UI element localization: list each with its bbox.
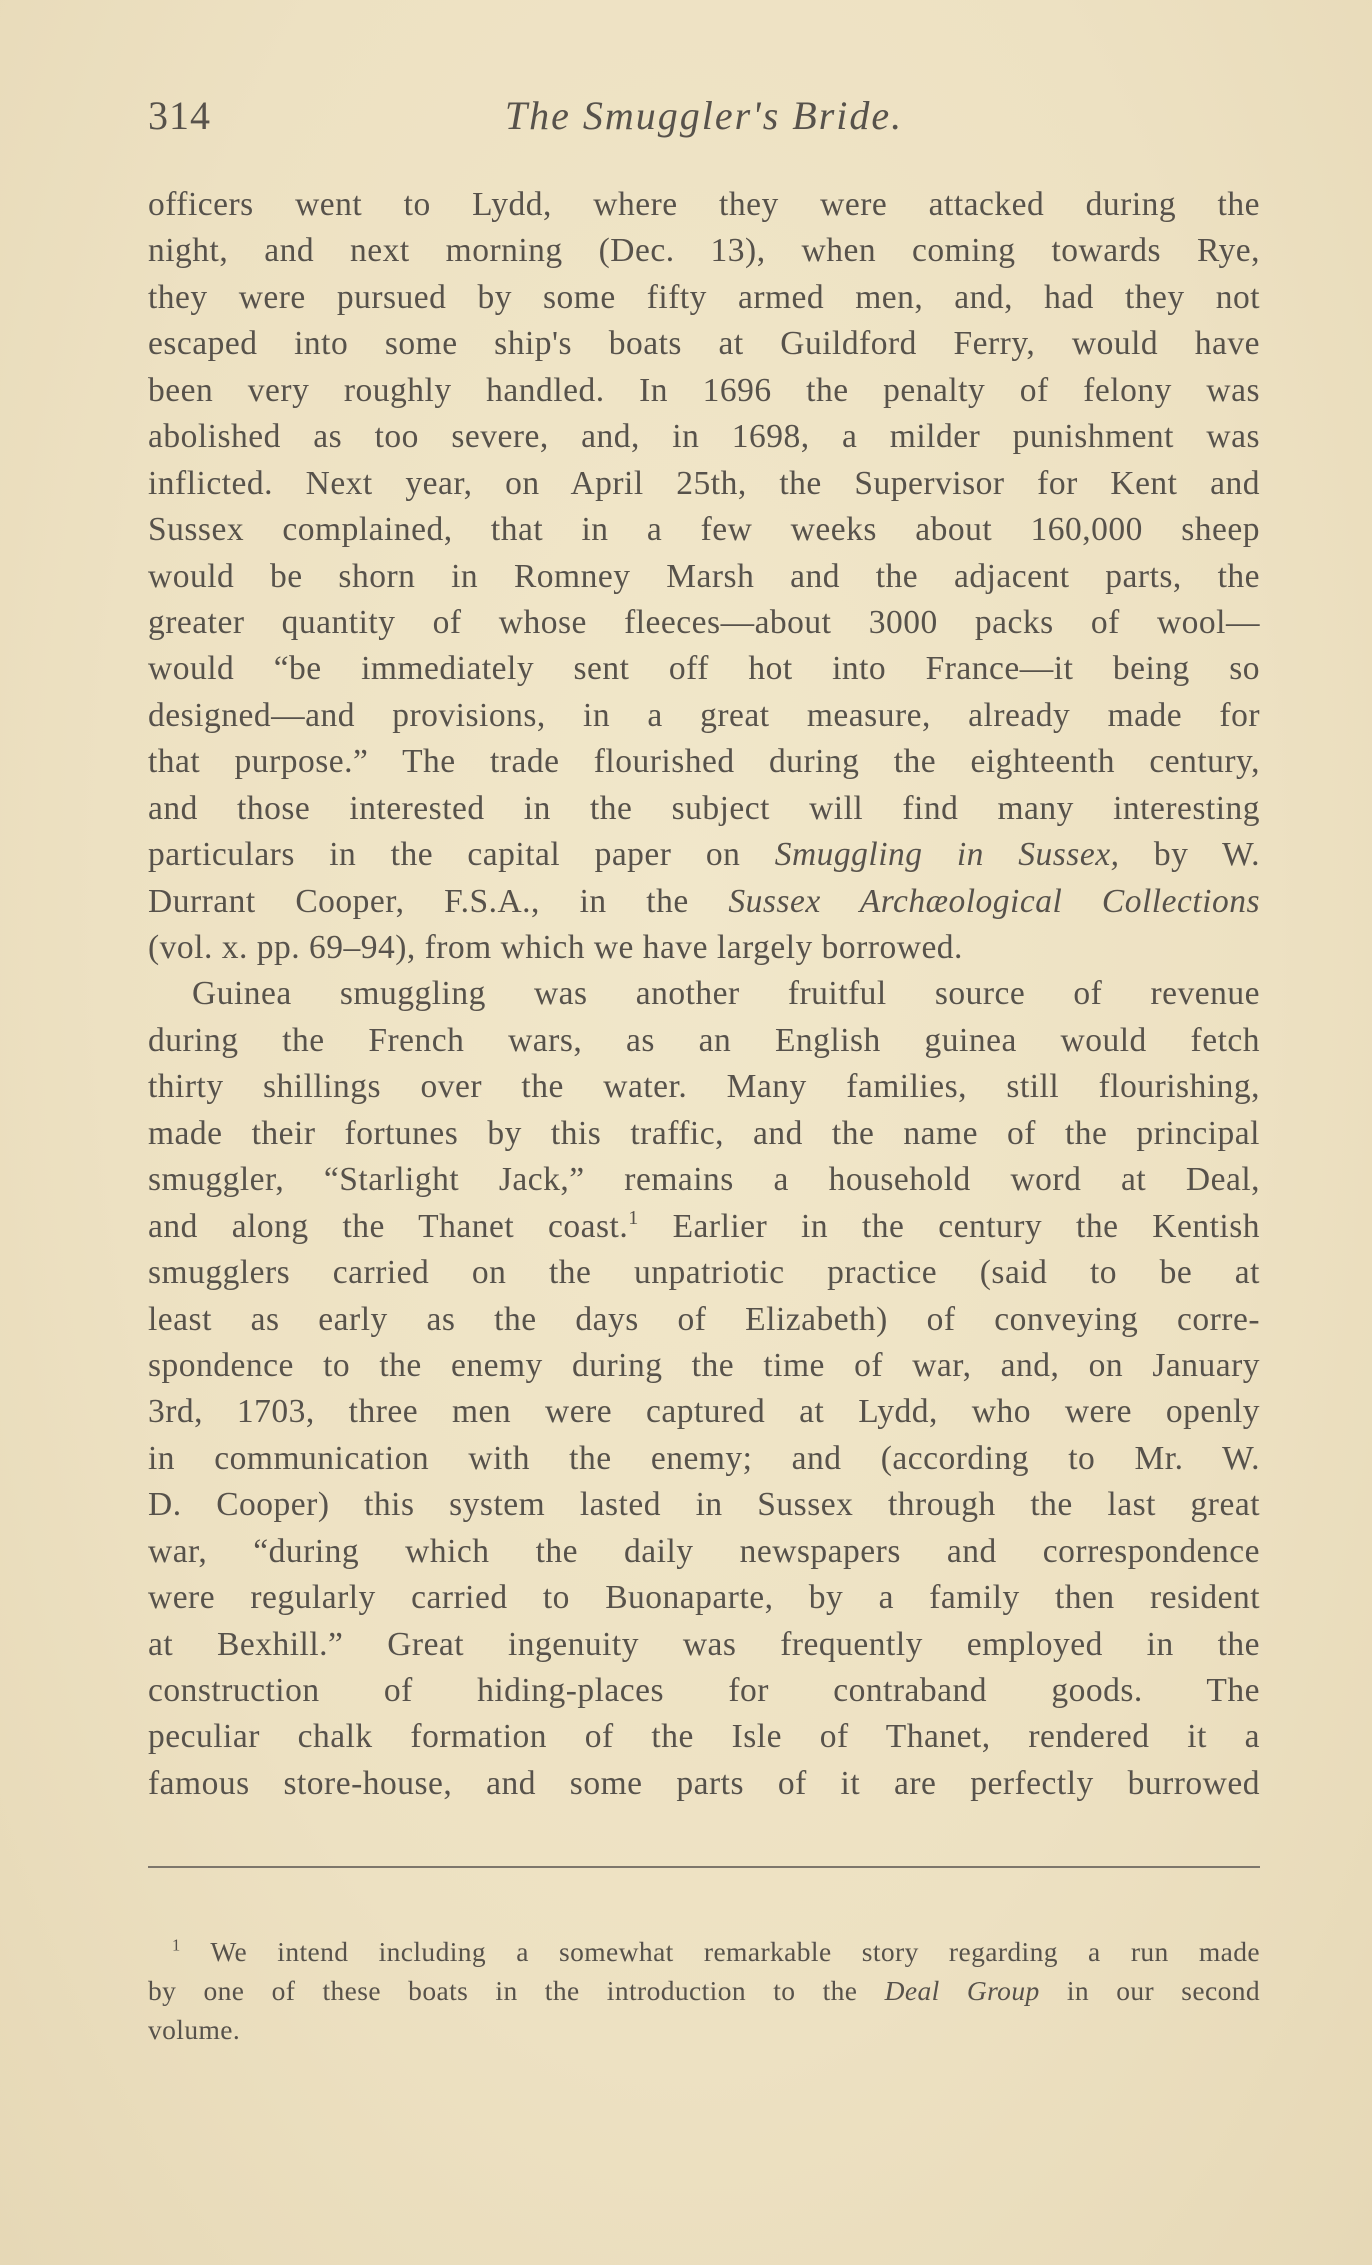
text-line: Sussex complained, that in a few weeks about 160,000 sheep bbox=[148, 511, 1260, 549]
text-line: night, and next morning (Dec. 13), when coming towards Rye, bbox=[148, 232, 1260, 270]
text-line: escaped into some ship's boats at Guildford Ferry, would have bbox=[148, 325, 1260, 363]
italic-title: Sussex Archæological Collections bbox=[728, 882, 1260, 920]
text-line: and those interested in the subject will find many interesting bbox=[148, 789, 1260, 827]
page-number: 314 bbox=[148, 93, 211, 138]
text-line bbox=[148, 832, 1260, 878]
text-run: We intend including a somewhat remarkable story regarding a run made bbox=[210, 1936, 1261, 1967]
text-line: designed—and provisions, in a great measure, already made for bbox=[148, 696, 1260, 734]
text-run: Earlier in the century the Kentish bbox=[672, 1207, 1260, 1245]
text-line: abolished as too severe, and, in 1698, a milder punishment was bbox=[148, 418, 1260, 456]
footnote-line: volume. bbox=[148, 2014, 241, 2045]
text-line: they were pursued by some fifty armed men, and, had they not bbox=[148, 278, 1260, 316]
text-line: in communication with the enemy; and (according to Mr. W. bbox=[148, 1439, 1260, 1477]
text-line: officers went to Lydd, where they were attacked during the bbox=[148, 186, 1260, 223]
text-line bbox=[148, 1204, 1260, 1250]
text-line: greater quantity of whose fleeces—about 3000 packs of wool— bbox=[148, 603, 1260, 641]
italic-title: Smuggling in Sussex, bbox=[774, 836, 1120, 874]
footnote-line bbox=[148, 1932, 1260, 1971]
footnote-line bbox=[148, 1971, 1260, 2010]
page-header bbox=[148, 92, 1260, 148]
text-run: in our second bbox=[1066, 1975, 1261, 2006]
footnote-divider bbox=[148, 1866, 1260, 1868]
text-line bbox=[148, 879, 1260, 925]
footnote-marker: 1 bbox=[172, 1935, 181, 1955]
text-line: (vol. x. pp. 69–94), from which we have largely borrowed. bbox=[148, 929, 963, 966]
text-line: thirty shillings over the water. Many families, still flourishing, bbox=[148, 1068, 1260, 1106]
text-run: by W. bbox=[1153, 836, 1260, 874]
footnote-reference: 1 bbox=[628, 1206, 639, 1229]
text-run: particulars in the capital paper on bbox=[148, 836, 741, 874]
text-line: smugglers carried on the unpatriotic practice (said to be at bbox=[148, 1254, 1260, 1292]
text-line: war, “during which the daily newspapers and correspondence bbox=[148, 1532, 1260, 1570]
text-run: and along the Thanet coast. bbox=[148, 1207, 629, 1245]
text-line: would be shorn in Romney Marsh and the adjacent parts, the bbox=[148, 557, 1260, 595]
text-line: would “be immediately sent off hot into France—it being so bbox=[148, 650, 1260, 688]
running-title: The Smuggler's Bride. bbox=[504, 93, 904, 138]
text-line: that purpose.” The trade flourished during the eighteenth century, bbox=[148, 743, 1260, 781]
text-line: been very roughly handled. In 1696 the penalty of felony was bbox=[148, 371, 1260, 409]
text-line: smuggler, “Starlight Jack,” remains a household word at Deal, bbox=[148, 1161, 1260, 1199]
text-line: made their fortunes by this traffic, and the name of the principal bbox=[148, 1114, 1260, 1152]
text-line: spondence to the enemy during the time of war, and, on January bbox=[148, 1346, 1260, 1384]
text-line: were regularly carried to Buonaparte, by a family then resident bbox=[148, 1579, 1260, 1617]
text-line: construction of hiding-places for contraband goods. The bbox=[148, 1672, 1260, 1709]
text-line: least as early as the days of Elizabeth) of conveying corre- bbox=[148, 1300, 1260, 1338]
footnote bbox=[148, 1932, 1260, 2049]
text-line: inflicted. Next year, on April 25th, the Supervisor for Kent and bbox=[148, 464, 1260, 502]
text-line: during the French wars, as an English guinea would fetch bbox=[148, 1021, 1260, 1059]
paragraph-start-line: Guinea smuggling was another fruitful source of revenue bbox=[192, 975, 1260, 1013]
text-line: at Bexhill.” Great ingenuity was frequently employed in the bbox=[148, 1625, 1260, 1663]
text-line: famous store-house, and some parts of it are perfectly burrowed bbox=[148, 1764, 1260, 1802]
text-run: Durrant Cooper, F.S.A., in the bbox=[148, 882, 689, 920]
italic-title: Deal Group bbox=[884, 1975, 1040, 2006]
body-text bbox=[148, 182, 1260, 1807]
text-line: 3rd, 1703, three men were captured at Lydd, who were openly bbox=[148, 1393, 1260, 1431]
text-run: by one of these boats in the introduction to the bbox=[148, 1975, 858, 2006]
text-line: D. Cooper) this system lasted in Sussex through the last great bbox=[148, 1486, 1260, 1524]
text-line: peculiar chalk formation of the Isle of Thanet, rendered it a bbox=[148, 1718, 1260, 1756]
